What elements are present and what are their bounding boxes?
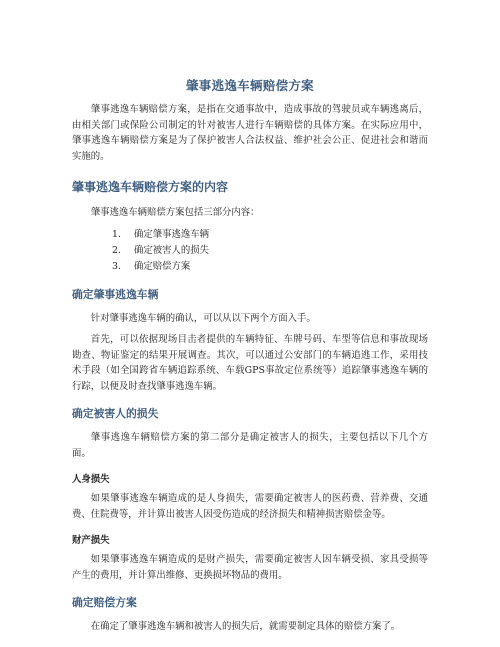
section-heading-vehicle: 确定肇事逃逸车辆 <box>72 287 159 301</box>
paragraph: 首先，可以依据现场目击者提供的车辆特征、车牌号码、车型等信息和事故现场勘查、物证鉴定的结果开展调查。其次，可以通过公安部门的车辆追逃工作，采用技术手段（如全国跨省车辆追踪系统、车载GPS事故定位系统等）追踪肇事逃逸车辆的行踪，以便及时查找肇事逃逸车辆。 <box>72 334 428 392</box>
subheading-property-loss: 财产损失 <box>72 535 110 546</box>
list-item: 3. 确定赔偿方案 <box>112 260 191 272</box>
paragraph: 在确定了肇事逃逸车辆和被害人的损失后，就需要制定具体的赔偿方案了。 <box>90 621 401 632</box>
section-lead: 肇事逃逸车辆赔偿方案包括三部分内容： <box>90 207 260 218</box>
section-heading-content: 肇事逃逸车辆赔偿方案的内容 <box>72 180 229 194</box>
list-item: 2. 确定被害人的损失 <box>112 244 210 256</box>
section-heading-compensation: 确定赔偿方案 <box>72 596 137 609</box>
intro-paragraph: 肇事逃逸车辆赔偿方案，是指在交通事故中，造成事故的驾驶员或车辆逃离后，由相关部门或保险公司制定的针对被害人进行车辆赔偿的具体方案。在实际应用中，肇事逃逸车辆赔偿方案是为了保护被害人合法权益、维护社会公正、促进社会和谐而实施的。 <box>72 104 428 162</box>
content-list <box>72 227 428 275</box>
paragraph: 肇事逃逸车辆赔偿方案的第二部分是确定被害人的损失，主要包括以下几个方面。 <box>72 432 428 459</box>
subheading-personal-loss: 人身损失 <box>72 474 110 485</box>
paragraph: 如果肇事逃逸车辆造成的是财产损失，需要确定被害人因车辆受损、家具受损等产生的费用，并计算出维修、更换损坏物品的费用。 <box>72 554 428 581</box>
paragraph: 如果肇事逃逸车辆造成的是人身损失，需要确定被害人的医药费、营养费、交通费、住院费等，并计算出被害人因受伤造成的经济损失和精神损害赔偿金等。 <box>72 493 428 520</box>
page-title: 肇事逃逸车辆赔偿方案 <box>185 78 314 93</box>
list-item: 1. 确定肇事逃逸车辆 <box>112 228 210 240</box>
section-heading-loss: 确定被害人的损失 <box>72 407 159 420</box>
paragraph: 针对肇事逃逸车辆的确认，可以从以下两个方面入手。 <box>90 312 316 324</box>
